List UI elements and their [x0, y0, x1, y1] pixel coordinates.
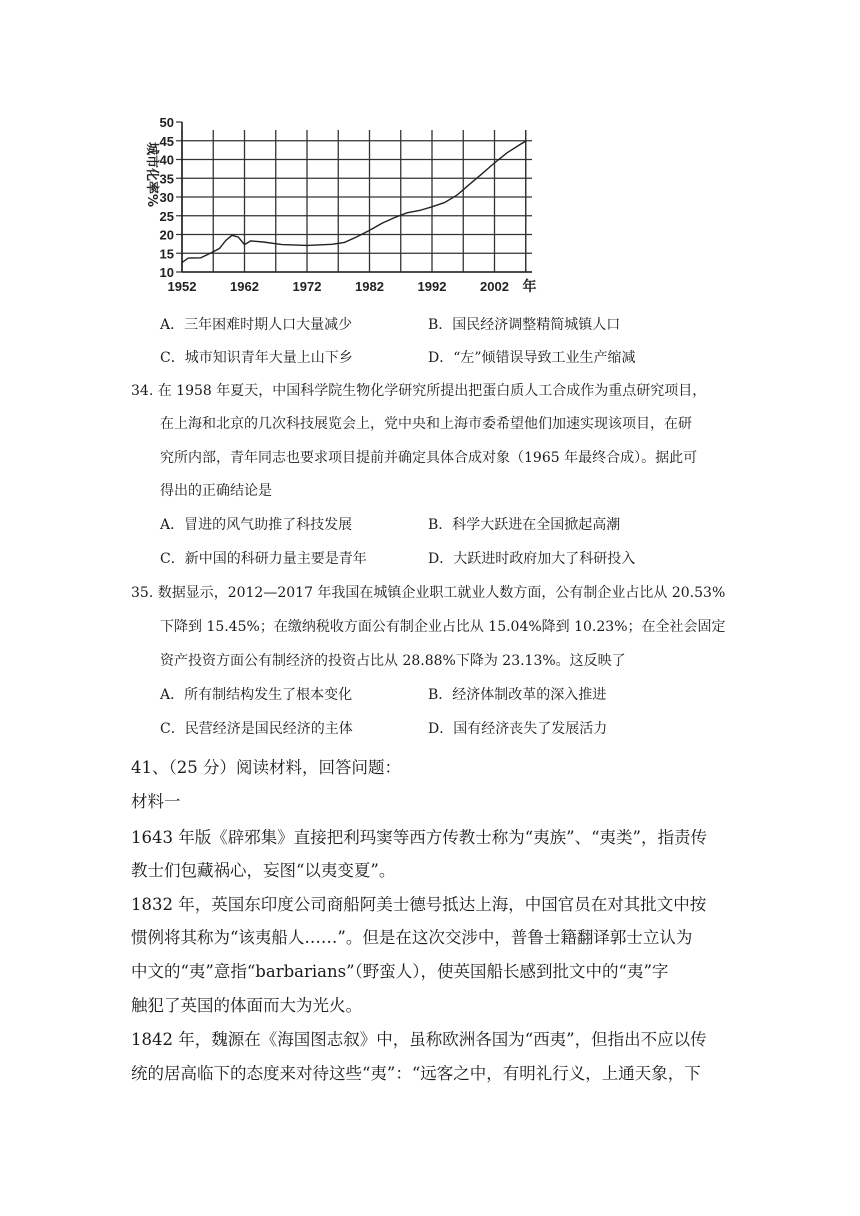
y-tick-label: 10 [159, 265, 174, 280]
q35-option-c: C．民营经济是国民经济的主体 [160, 721, 353, 737]
y-tick-label: 25 [159, 208, 174, 224]
q41-header: 41、（25 分）阅读材料，回答问题： [131, 758, 401, 777]
q35-line-3: 资产投资方面公有制经济的投资占比从 28.88%下降为 23.13%。这反映了 [160, 653, 626, 669]
q34-line-1: 34. 在 1958 年夏天，中国科学院生物化学研究所提出把蛋白质人工合成作为重点研究项目， [131, 383, 707, 399]
material-line-6: 触犯了英国的体面而大为光火。 [131, 996, 362, 1015]
x-tick-label: 2002 [480, 279, 509, 294]
y-tick-label: 15 [159, 246, 174, 262]
q34-option-d: D．大跃进时政府加大了科研投入 [428, 551, 636, 567]
q35-option-b: B．经济体制改革的深入推进 [428, 687, 607, 703]
q35-option-a: A．所有制结构发生了根本变化 [160, 687, 353, 703]
x-tick-label: 1972 [292, 279, 322, 294]
material-line-8: 统的居高临下的态度来对待这些“夷”：“远客之中，有明礼行义，上通天象，下 [131, 1064, 701, 1083]
x-tick-label: 1992 [417, 279, 447, 294]
q34-option-a: A．冒进的风气助推了科技发展 [160, 517, 353, 533]
material-line-2: 教士们包藏祸心，妄图“以夷变夏”。 [131, 861, 396, 880]
q33-option-a: A．三年困难时期人口大量减少 [160, 317, 353, 333]
q35-line-2: 下降到 15.45%；在缴纳税收方面公有制企业占比从 15.04%降到 10.23%；在全社会固定 [160, 619, 726, 635]
x-unit-label: 年 [522, 279, 537, 295]
x-tick-label: 1952 [167, 279, 197, 294]
q35-line-1: 35. 数据显示，2012—2017 年我国在城镇企业职工就业人数方面，公有制企业占比从 20.53% [131, 585, 726, 601]
y-tick-label: 20 [159, 227, 174, 243]
material-line-7: 1842 年，魏源在《海国图志叙》中，虽称欧洲各国为“西夷”，但指出不应以传 [131, 1030, 707, 1049]
material-title: 材料一 [131, 792, 181, 811]
q33-option-b: B．国民经济调整精简城镇人口 [428, 317, 621, 333]
material-line-4: 惯例将其称为“该夷船人……”。但是在这次交涉中，普鲁士籍翻译郭士立认为 [131, 928, 693, 947]
q34-line-2: 在上海和北京的几次科技展览会上，党中央和上海市委希望他们加速实现该项目，在研 [160, 416, 692, 432]
y-tick-label: 40 [159, 152, 174, 168]
q34-option-b: B．科学大跃进在全国掀起高潮 [428, 517, 621, 533]
y-tick-label: 35 [159, 171, 174, 187]
material-line-1: 1643 年版《辟邪集》直接把利玛窦等西方传教士称为“夷族”、“夷类”，指责传 [131, 828, 707, 847]
material-line-5: 中文的“夷”意指“barbarians”（野蛮人），使英国船长感到批文中的“夷”字 [131, 962, 669, 981]
y-tick-label: 30 [159, 190, 174, 205]
line-chart [140, 108, 550, 298]
x-tick-label: 1962 [230, 279, 259, 294]
q34-option-c: C．新中国的科研力量主要是青年 [160, 551, 367, 567]
q33-option-c: C．城市知识青年大量上山下乡 [160, 350, 353, 366]
y-tick-label: 50 [159, 115, 174, 130]
q34-line-3: 究所内部，青年同志也要求项目提前并确定具体合成对象（1965 年最终合成）。据此可 [160, 450, 698, 466]
q33-option-d: D．“左”倾错误导致工业生产缩减 [428, 350, 636, 366]
material-line-3: 1832 年，英国东印度公司商船阿美士德号抵达上海，中国官员在对其批文中按 [131, 895, 707, 914]
q34-line-4: 得出的正确结论是 [160, 483, 272, 499]
q35-option-d: D．国有经济丧失了发展活力 [428, 721, 608, 737]
x-tick-label: 1982 [355, 279, 384, 294]
urbanization-chart [140, 108, 550, 298]
y-tick-label: 45 [159, 133, 174, 149]
y-axis-label: 城市化率% [144, 142, 159, 208]
